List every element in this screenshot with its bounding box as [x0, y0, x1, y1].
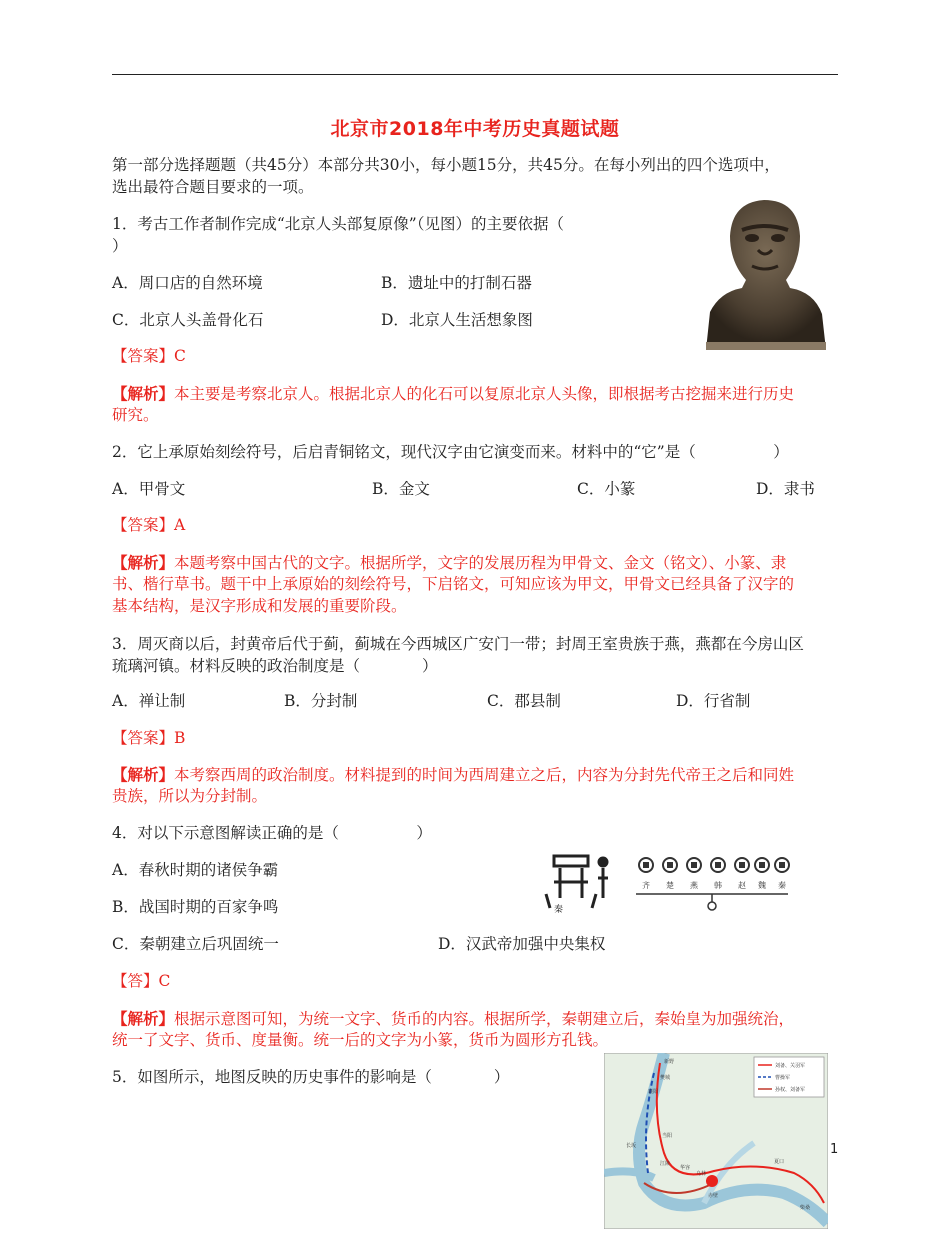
q3-analysis-tag: 【解析】 [112, 765, 175, 784]
coin-label-0: 齐 [642, 881, 650, 890]
map-label-8: 夏口 [774, 1159, 785, 1165]
q2-option-a: A．甲骨文 [112, 480, 186, 498]
q4-stem: 4．对以下示意图解读正确的是（ ） [112, 824, 432, 842]
q3-answer: 【答案】B [112, 729, 186, 747]
q2-option-d: D．隶书 [756, 480, 815, 498]
seal-script-glyph [546, 856, 608, 908]
q2-analysis-tag: 【解析】 [112, 553, 175, 572]
q4-option-b: B．战国时期的百家争鸣 [112, 898, 279, 916]
q4-option-d: D．汉武帝加强中央集权 [438, 935, 606, 953]
q1-option-a: A．周口店的自然环境 [112, 274, 263, 292]
q3-stem-line-2: 琉璃河镇。材料反映的政治制度是（ ） [112, 657, 438, 675]
q4-analysis-tag: 【解析】 [112, 1009, 175, 1028]
q2-answer: 【答案】A [112, 516, 186, 534]
map-label-1: 樊城 [660, 1075, 671, 1081]
q3-analysis-text: 本考察西周的政治制度。材料提到的时间为西周建立之后，内容为分封先代帝王之后和同姓 [174, 766, 795, 784]
q3-option-c: C．郡县制 [487, 692, 561, 710]
q1-option-b: B．遗址中的打制石器 [381, 274, 532, 292]
q4-option-a: A．春秋时期的诸侯争霸 [112, 861, 279, 879]
page-number: 1 [830, 1142, 839, 1157]
map-label-9: 华容 [680, 1165, 691, 1171]
coin-label-4: 赵 [738, 881, 746, 890]
intro-line-2: 选出最符合题目要求的一项。 [112, 178, 314, 196]
red-cliffs-battle-map [604, 1053, 828, 1229]
map-legend-1: 曹操军 [775, 1075, 791, 1081]
map-label-6: 赤壁 [708, 1193, 719, 1199]
map-label-7: 乌林 [696, 1171, 707, 1177]
q1-option-c: C．北京人头盖骨化石 [112, 311, 264, 329]
q1-answer: 【答案】C [112, 347, 186, 365]
coin-row [639, 858, 789, 872]
coin-label-1: 楚 [666, 881, 674, 890]
q4-answer: 【答】C [112, 972, 171, 990]
map-label-0: 新野 [664, 1059, 675, 1065]
q3-analysis-line-2: 贵族，所以为分封制。 [112, 787, 268, 805]
intro-line-1: 第一部分选择题题（共45分）本部分共30小，每小题15分，共45分。在每小列出的四个选项中， [112, 156, 780, 174]
q1-analysis-tag: 【解析】 [112, 384, 175, 403]
q2-analysis-text: 本题考察中国古代的文字。根据所学，文字的发展历程为甲骨文、金文（铭文）、小篆、隶 [174, 554, 787, 572]
q2-analysis-line-1 [112, 552, 786, 574]
map-label-10: 柴桑 [800, 1205, 811, 1211]
header-rule [112, 74, 838, 75]
q1-stem-line-2: ） [112, 237, 128, 255]
q1-option-d: D．北京人生活想象图 [381, 311, 533, 329]
q2-analysis-line-3: 基本结构，是汉字形成和发展的重要阶段。 [112, 597, 407, 615]
q3-option-d: D．行省制 [676, 692, 751, 710]
unification-diagram-image [540, 848, 790, 914]
q5-stem: 5．如图所示，地图反映的历史事件的影响是（ ） [112, 1068, 510, 1086]
q2-analysis-line-2: 书、楷行草书。题干中上承原始的刻绘符号，下启铭文，可知应该为甲文，甲骨文已经具备了汉字的 [112, 575, 795, 593]
q1-stem-line-1: 1．考古工作者制作完成“北京人头部复原像”（见图）的主要依据（ [112, 215, 564, 233]
map-label-2: 襄阳 [648, 1089, 659, 1095]
map-legend-2: 孙权、刘备军 [775, 1087, 806, 1093]
coin-label-5: 魏 [758, 881, 766, 890]
q4-analysis-text: 根据示意图可知，为统一文字、货币的内容。根据所学，秦朝建立后，秦始皇为加强统治， [174, 1010, 795, 1028]
q1-analysis-line-2: 研究。 [112, 406, 159, 424]
q2-option-b: B．金文 [372, 480, 430, 498]
q2-stem: 2．它上承原始刻绘符号，后启青铜铭文，现代汉字由它演变而来。材料中的“它”是（ ） [112, 443, 789, 461]
q1-analysis-text: 本主要是考察北京人。根据北京人的化石可以复原北京人头像，即根据考古挖掘来进行历史 [174, 385, 795, 403]
q3-option-b: B．分封制 [284, 692, 358, 710]
q4-analysis-line-2: 统一了文字、货币、度量衡。统一后的文字为小篆，货币为圆形方孔钱。 [112, 1031, 609, 1049]
map-label-3: 当阳 [662, 1133, 673, 1139]
q1-analysis-line-1 [112, 383, 794, 405]
map-label-5: 江陵 [660, 1161, 671, 1167]
coin-label-6: 秦 [778, 881, 786, 890]
map-legend-0: 刘备、关羽军 [775, 1063, 806, 1069]
q2-option-c: C．小篆 [577, 480, 636, 498]
q4-analysis-line-1 [112, 1008, 794, 1030]
coin-label-2: 燕 [690, 881, 698, 890]
page-title: 北京市2018年中考历史真题试题 [330, 118, 620, 140]
q4-option-c: C．秦朝建立后巩固统一 [112, 935, 279, 953]
q3-analysis-line-1 [112, 764, 794, 786]
map-label-4: 长坂 [626, 1143, 637, 1149]
coin-label-3: 韩 [714, 881, 722, 890]
q3-option-a: A．禅让制 [112, 692, 186, 710]
seal-caption: 秦 [554, 905, 564, 914]
q3-stem-line-1: 3．周灭商以后，封黄帝后代于蓟，蓟城在今西城区广安门一带；封周王室贵族于燕，燕都在今房山区 [112, 635, 804, 653]
peking-man-bust-image [700, 192, 830, 350]
